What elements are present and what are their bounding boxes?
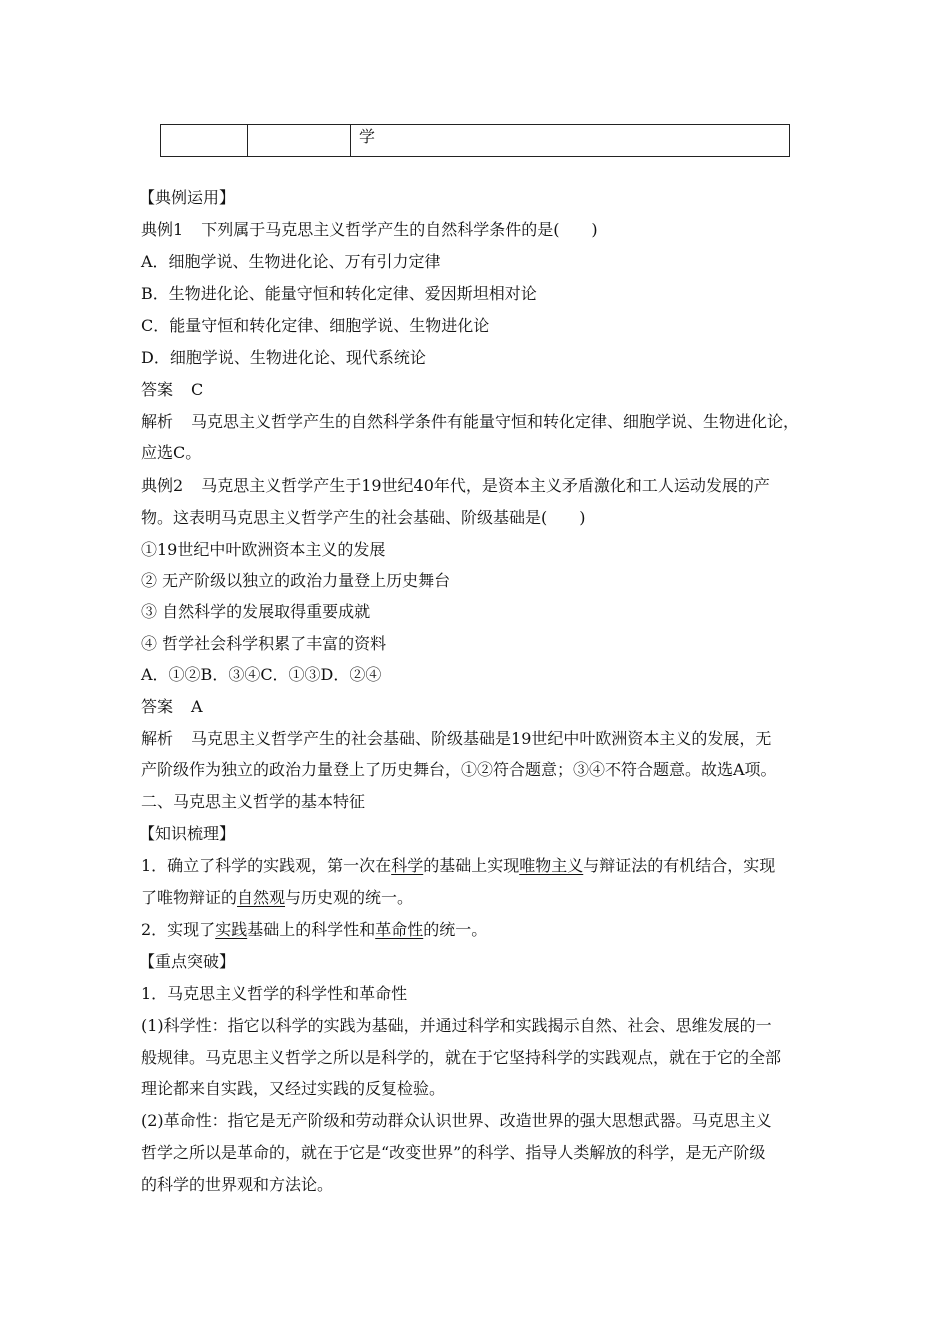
- example2-options: A．①②B．③④C．①③D．②④: [141, 665, 382, 684]
- text-segment: 与辩证法的有机结合，实现: [583, 856, 776, 875]
- knowledge-point-1-cont: [141, 887, 821, 909]
- revolutionary-nature-line: 的科学的世界观和方法论。: [141, 1175, 334, 1194]
- analysis-label: 解析: [141, 729, 174, 748]
- text-segment: 基础上的科学性和: [247, 920, 376, 939]
- example2-item-2: ② 无产阶级以独立的政治力量登上历史舞台: [141, 571, 451, 590]
- example1-answer: [141, 379, 821, 401]
- analysis-text: 马克思主义哲学产生的社会基础、阶级基础是19世纪中叶欧洲资本主义的发展，无: [191, 729, 772, 748]
- table-cell: [248, 125, 351, 157]
- key-term: 革命性: [375, 920, 424, 939]
- example1-analysis: [141, 411, 821, 433]
- revolutionary-nature-line: 哲学之所以是革命的，就在于它是“改变世界”的科学、指导人类解放的科学，是无产阶级: [141, 1143, 766, 1162]
- example2-stem: 马克思主义哲学产生于19世纪40年代，是资本主义矛盾激化和工人运动发展的产: [201, 476, 770, 495]
- key-term: 科学: [391, 856, 424, 875]
- table-cell: 学: [351, 125, 790, 157]
- example1-analysis-cont: 应选C。: [141, 443, 202, 462]
- answer-value: A: [191, 697, 203, 716]
- example2-question-cont: 物。这表明马克思主义哲学产生的社会基础、阶级基础是( ): [141, 508, 586, 527]
- example1-label: 典例1: [141, 220, 184, 239]
- key-point-1-title: 1．马克思主义哲学的科学性和革命性: [141, 984, 408, 1003]
- example1-option-a: A．细胞学说、生物进化论、万有引力定律: [141, 252, 441, 271]
- section-heading-examples: 【典例运用】: [139, 188, 236, 207]
- analysis-text: 马克思主义哲学产生的自然科学条件有能量守恒和转化定律、细胞学说、生物进化论，: [191, 412, 800, 431]
- scientific-nature-line: 理论都来自实践，又经过实践的反复检验。: [141, 1079, 446, 1098]
- revolutionary-nature-line: (2)革命性：指它是无产阶级和劳动群众认识世界、改造世界的强大思想武器。马克思主义: [141, 1111, 772, 1130]
- answer-value: C: [191, 380, 204, 399]
- example1-option-c: C．能量守恒和转化定律、细胞学说、生物进化论: [141, 316, 490, 335]
- text-segment: 与历史观的统一。: [285, 888, 414, 907]
- key-term: 实践: [215, 920, 248, 939]
- analysis-label: 解析: [141, 412, 174, 431]
- text-segment: 的统一。: [423, 920, 488, 939]
- text-segment: 1．确立了科学的实践观，第一次在: [141, 856, 392, 875]
- scientific-nature-line: 般规律。马克思主义哲学之所以是科学的，就在于它坚持科学的实践观点，就在于它的全部: [141, 1048, 782, 1067]
- example2-analysis: [141, 728, 821, 750]
- example1-option-b: B．生物进化论、能量守恒和转化定律、爱因斯坦相对论: [141, 284, 537, 303]
- example1-option-d: D．细胞学说、生物进化论、现代系统论: [141, 348, 426, 367]
- scientific-nature-line: (1)科学性：指它以科学的实践为基础，并通过科学和实践揭示自然、社会、思维发展的一: [141, 1016, 772, 1035]
- example1-stem: 下列属于马克思主义哲学产生的自然科学条件的是( ): [201, 220, 598, 239]
- example2-analysis-cont: 产阶级作为独立的政治力量登上了历史舞台，①②符合题意；③④不符合题意。故选A项。: [141, 760, 777, 779]
- section-heading-key-points: 【重点突破】: [139, 952, 236, 971]
- example2-item-4: ④ 哲学社会科学积累了丰富的资料: [141, 634, 387, 653]
- knowledge-point-1: [141, 855, 821, 877]
- example2-item-3: ③ 自然科学的发展取得重要成就: [141, 602, 371, 621]
- example2-question: [141, 475, 821, 497]
- example2-item-1: ①19世纪中叶欧洲资本主义的发展: [141, 540, 386, 559]
- section-heading-knowledge: 【知识梳理】: [139, 824, 236, 843]
- text-segment: 2．实现了: [141, 920, 216, 939]
- fragment-table: [160, 124, 790, 157]
- key-term: 唯物主义: [519, 856, 584, 875]
- example1-question: [141, 219, 821, 241]
- text-segment: 的基础上实现: [423, 856, 520, 875]
- answer-label: 答案: [141, 697, 174, 716]
- knowledge-point-2: [141, 919, 821, 941]
- table-cell: [161, 125, 248, 157]
- example2-answer: [141, 696, 821, 718]
- answer-label: 答案: [141, 380, 174, 399]
- example2-label: 典例2: [141, 476, 184, 495]
- key-term: 自然观: [237, 888, 286, 907]
- section2-title: 二、马克思主义哲学的基本特征: [141, 792, 366, 811]
- text-segment: 了唯物辩证的: [141, 888, 238, 907]
